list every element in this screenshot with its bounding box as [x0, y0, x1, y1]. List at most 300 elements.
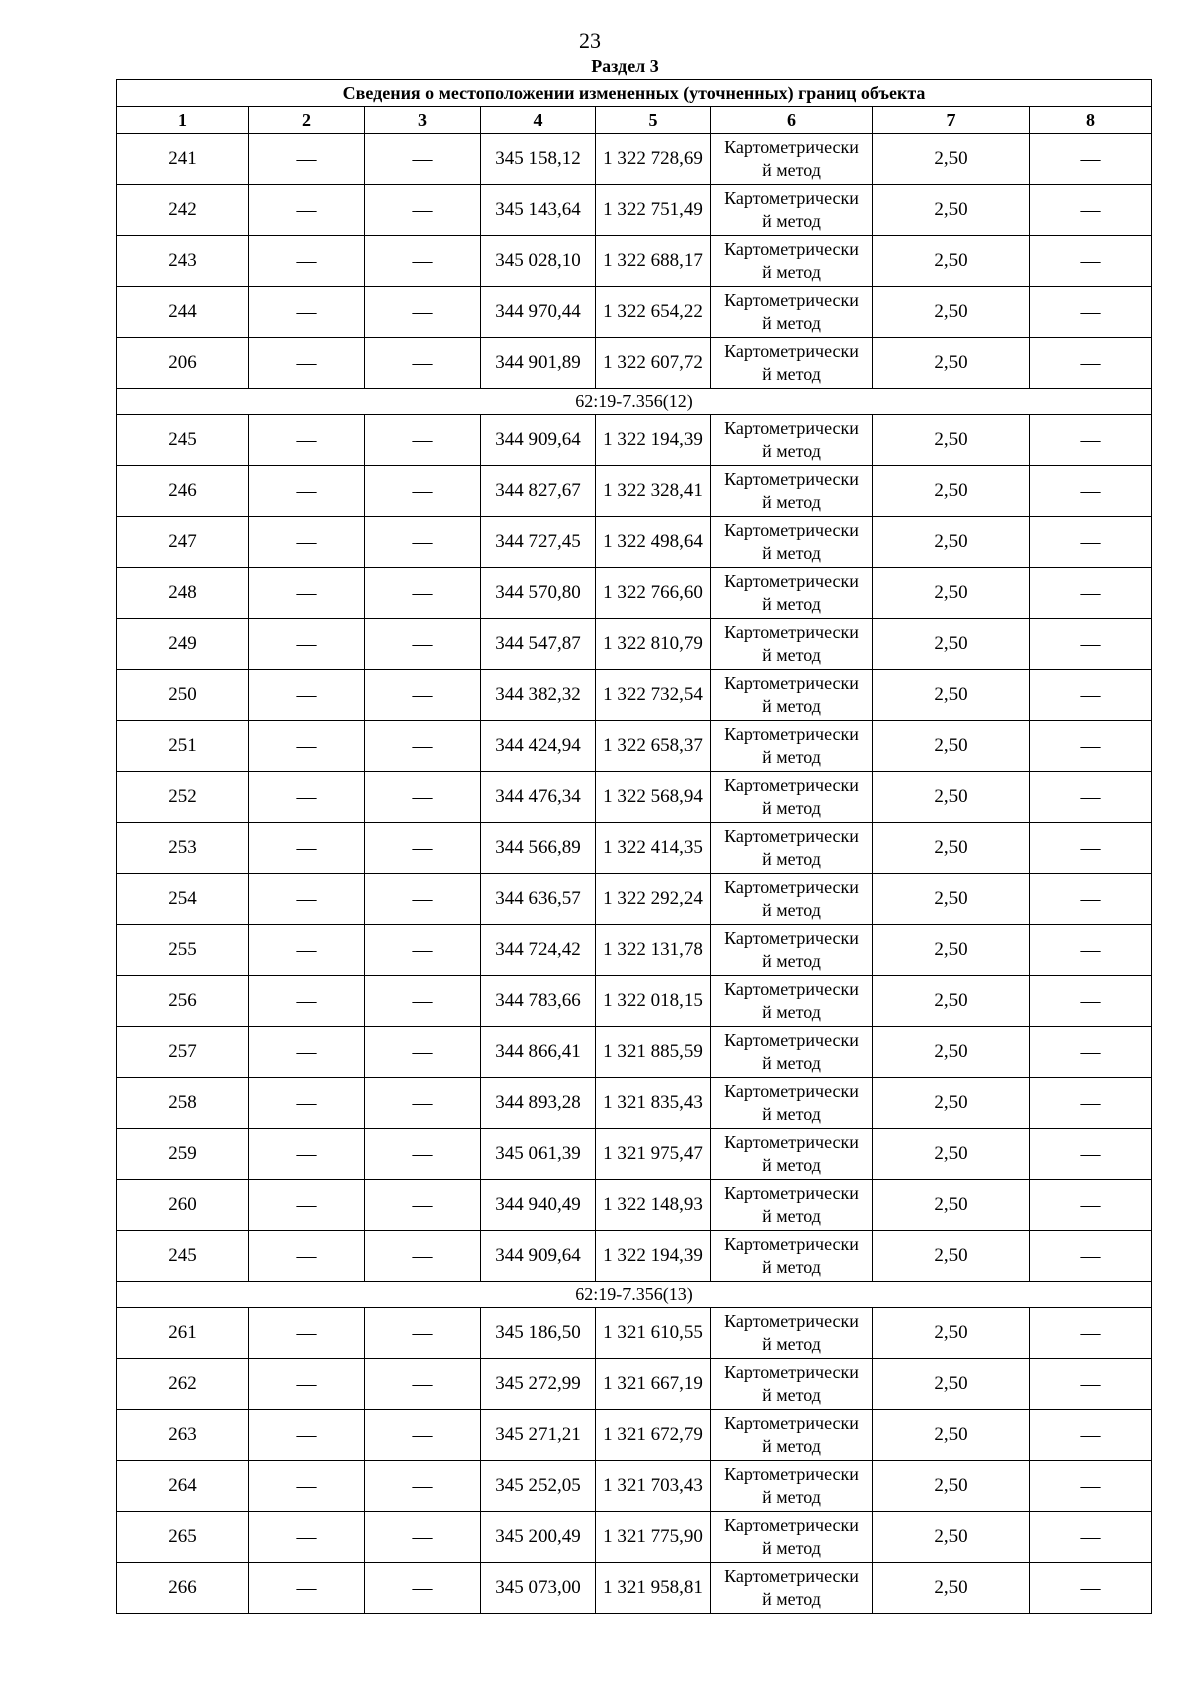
table-row — [117, 517, 1152, 568]
column-3-cell: — — [365, 1512, 481, 1563]
column-8-cell: — — [1030, 1231, 1152, 1282]
column-3-cell: — — [365, 1078, 481, 1129]
table-row — [117, 287, 1152, 338]
precision-cell: 2,50 — [873, 338, 1030, 389]
x-coordinate-cell: 344 827,67 — [481, 466, 596, 517]
x-coordinate-cell: 344 476,34 — [481, 772, 596, 823]
column-8-cell: — — [1030, 1512, 1152, 1563]
precision-cell: 2,50 — [873, 925, 1030, 976]
column-3-cell: — — [365, 1027, 481, 1078]
precision-cell: 2,50 — [873, 976, 1030, 1027]
column-number-8: 8 — [1030, 107, 1152, 134]
table-row — [117, 1078, 1152, 1129]
table-row — [117, 1027, 1152, 1078]
column-8-cell: — — [1030, 1078, 1152, 1129]
column-8-cell: — — [1030, 976, 1152, 1027]
group-label: 62:19-7.356(13) — [117, 1282, 1152, 1308]
column-2-cell: — — [249, 1231, 365, 1282]
precision-cell: 2,50 — [873, 1027, 1030, 1078]
column-3-cell: — — [365, 925, 481, 976]
point-number-cell: 241 — [117, 134, 249, 185]
column-number-1: 1 — [117, 107, 249, 134]
column-2-cell: — — [249, 823, 365, 874]
x-coordinate-cell: 344 909,64 — [481, 415, 596, 466]
point-number-cell: 260 — [117, 1180, 249, 1231]
precision-cell: 2,50 — [873, 517, 1030, 568]
section-title: Раздел 3 — [591, 56, 659, 76]
x-coordinate-cell: 344 724,42 — [481, 925, 596, 976]
method-cell — [711, 874, 873, 925]
method-line-1: Картометрически — [724, 1234, 859, 1254]
column-8-cell: — — [1030, 415, 1152, 466]
point-number-cell: 242 — [117, 185, 249, 236]
precision-cell: 2,50 — [873, 287, 1030, 338]
column-3-cell: — — [365, 1180, 481, 1231]
method-cell — [711, 1359, 873, 1410]
column-3-cell: — — [365, 1129, 481, 1180]
point-number-cell: 245 — [117, 415, 249, 466]
y-coordinate-cell: 1 322 732,54 — [596, 670, 711, 721]
y-coordinate-cell: 1 321 975,47 — [596, 1129, 711, 1180]
method-line-1: Картометрически — [724, 1566, 859, 1586]
column-3-cell: — — [365, 568, 481, 619]
y-coordinate-cell: 1 322 328,41 — [596, 466, 711, 517]
precision-cell: 2,50 — [873, 721, 1030, 772]
point-number-cell: 261 — [117, 1308, 249, 1359]
table-row — [117, 236, 1152, 287]
precision-cell: 2,50 — [873, 1308, 1030, 1359]
method-line-1: Картометрически — [724, 469, 859, 489]
method-line-2: й метод — [762, 492, 821, 512]
y-coordinate-cell: 1 322 728,69 — [596, 134, 711, 185]
table-row — [117, 1563, 1152, 1614]
column-8-cell: — — [1030, 619, 1152, 670]
group-row — [117, 389, 1152, 415]
y-coordinate-cell: 1 322 607,72 — [596, 338, 711, 389]
column-3-cell: — — [365, 1308, 481, 1359]
table-row — [117, 1512, 1152, 1563]
point-number-cell: 247 — [117, 517, 249, 568]
precision-cell: 2,50 — [873, 1359, 1030, 1410]
method-line-2: й метод — [762, 747, 821, 767]
method-line-1: Картометрически — [724, 290, 859, 310]
method-line-2: й метод — [762, 1257, 821, 1277]
x-coordinate-cell: 345 061,39 — [481, 1129, 596, 1180]
x-coordinate-cell: 344 866,41 — [481, 1027, 596, 1078]
method-line-2: й метод — [762, 1334, 821, 1354]
x-coordinate-cell: 344 909,64 — [481, 1231, 596, 1282]
x-coordinate-cell: 345 272,99 — [481, 1359, 596, 1410]
method-line-2: й метод — [762, 1206, 821, 1226]
method-line-1: Картометрически — [724, 877, 859, 897]
method-cell — [711, 670, 873, 721]
table-row — [117, 1180, 1152, 1231]
table-row — [117, 1129, 1152, 1180]
y-coordinate-cell: 1 322 498,64 — [596, 517, 711, 568]
x-coordinate-cell: 344 940,49 — [481, 1180, 596, 1231]
x-coordinate-cell: 344 566,89 — [481, 823, 596, 874]
column-8-cell: — — [1030, 721, 1152, 772]
point-number-cell: 266 — [117, 1563, 249, 1614]
column-3-cell: — — [365, 823, 481, 874]
column-2-cell: — — [249, 1410, 365, 1461]
method-cell — [711, 466, 873, 517]
method-cell — [711, 185, 873, 236]
table-row — [117, 466, 1152, 517]
method-cell — [711, 823, 873, 874]
table-row — [117, 415, 1152, 466]
x-coordinate-cell: 345 271,21 — [481, 1410, 596, 1461]
method-cell — [711, 1308, 873, 1359]
x-coordinate-cell: 344 424,94 — [481, 721, 596, 772]
y-coordinate-cell: 1 321 835,43 — [596, 1078, 711, 1129]
table-row — [117, 568, 1152, 619]
column-number-6: 6 — [711, 107, 873, 134]
table-row — [117, 1308, 1152, 1359]
method-line-2: й метод — [762, 798, 821, 818]
column-8-cell: — — [1030, 1180, 1152, 1231]
method-cell — [711, 1563, 873, 1614]
precision-cell: 2,50 — [873, 823, 1030, 874]
table-caption-row — [117, 80, 1152, 107]
point-number-cell: 243 — [117, 236, 249, 287]
column-8-cell: — — [1030, 287, 1152, 338]
y-coordinate-cell: 1 322 688,17 — [596, 236, 711, 287]
method-line-1: Картометрически — [724, 239, 859, 259]
column-3-cell: — — [365, 772, 481, 823]
y-coordinate-cell: 1 321 703,43 — [596, 1461, 711, 1512]
method-line-2: й метод — [762, 211, 821, 231]
precision-cell: 2,50 — [873, 1129, 1030, 1180]
method-line-2: й метод — [762, 160, 821, 180]
group-row — [117, 1282, 1152, 1308]
method-cell — [711, 568, 873, 619]
column-number-2: 2 — [249, 107, 365, 134]
method-line-2: й метод — [762, 543, 821, 563]
precision-cell: 2,50 — [873, 1563, 1030, 1614]
column-number-7: 7 — [873, 107, 1030, 134]
method-line-1: Картометрически — [724, 137, 859, 157]
y-coordinate-cell: 1 322 658,37 — [596, 721, 711, 772]
point-number-cell: 259 — [117, 1129, 249, 1180]
method-line-2: й метод — [762, 1589, 821, 1609]
y-coordinate-cell: 1 322 568,94 — [596, 772, 711, 823]
precision-cell: 2,50 — [873, 1461, 1030, 1512]
table-row — [117, 134, 1152, 185]
precision-cell: 2,50 — [873, 772, 1030, 823]
method-cell — [711, 619, 873, 670]
method-line-1: Картометрически — [724, 188, 859, 208]
y-coordinate-cell: 1 322 810,79 — [596, 619, 711, 670]
column-3-cell: — — [365, 466, 481, 517]
method-line-2: й метод — [762, 696, 821, 716]
precision-cell: 2,50 — [873, 1180, 1030, 1231]
method-line-2: й метод — [762, 1002, 821, 1022]
column-8-cell: — — [1030, 134, 1152, 185]
method-line-2: й метод — [762, 1487, 821, 1507]
method-cell — [711, 721, 873, 772]
column-3-cell: — — [365, 415, 481, 466]
x-coordinate-cell: 344 970,44 — [481, 287, 596, 338]
x-coordinate-cell: 345 186,50 — [481, 1308, 596, 1359]
method-line-1: Картометрически — [724, 1362, 859, 1382]
column-3-cell: — — [365, 670, 481, 721]
column-2-cell: — — [249, 134, 365, 185]
column-8-cell: — — [1030, 568, 1152, 619]
x-coordinate-cell: 344 636,57 — [481, 874, 596, 925]
point-number-cell: 254 — [117, 874, 249, 925]
method-line-1: Картометрически — [724, 1464, 859, 1484]
column-2-cell: — — [249, 1308, 365, 1359]
method-cell — [711, 1410, 873, 1461]
table-row — [117, 619, 1152, 670]
method-line-1: Картометрически — [724, 826, 859, 846]
column-number-row — [117, 107, 1152, 134]
precision-cell: 2,50 — [873, 1078, 1030, 1129]
x-coordinate-cell: 345 073,00 — [481, 1563, 596, 1614]
table-body — [117, 134, 1152, 1614]
precision-cell: 2,50 — [873, 185, 1030, 236]
precision-cell: 2,50 — [873, 466, 1030, 517]
method-line-1: Картометрически — [724, 520, 859, 540]
table-row — [117, 823, 1152, 874]
y-coordinate-cell: 1 321 672,79 — [596, 1410, 711, 1461]
method-line-1: Картометрически — [724, 673, 859, 693]
point-number-cell: 248 — [117, 568, 249, 619]
x-coordinate-cell: 344 570,80 — [481, 568, 596, 619]
column-2-cell: — — [249, 1078, 365, 1129]
precision-cell: 2,50 — [873, 415, 1030, 466]
table-row — [117, 721, 1152, 772]
y-coordinate-cell: 1 322 654,22 — [596, 287, 711, 338]
column-3-cell: — — [365, 1231, 481, 1282]
method-line-1: Картометрически — [724, 775, 859, 795]
column-number-3: 3 — [365, 107, 481, 134]
method-line-2: й метод — [762, 594, 821, 614]
method-cell — [711, 338, 873, 389]
method-line-1: Картометрически — [724, 341, 859, 361]
column-2-cell: — — [249, 1563, 365, 1614]
column-2-cell: — — [249, 338, 365, 389]
column-8-cell: — — [1030, 1129, 1152, 1180]
method-line-1: Картометрически — [724, 724, 859, 744]
column-2-cell: — — [249, 670, 365, 721]
point-number-cell: 256 — [117, 976, 249, 1027]
table-row — [117, 1461, 1152, 1512]
method-cell — [711, 134, 873, 185]
method-cell — [711, 1078, 873, 1129]
method-line-1: Картометрически — [724, 1030, 859, 1050]
point-number-cell: 264 — [117, 1461, 249, 1512]
method-line-2: й метод — [762, 364, 821, 384]
column-3-cell: — — [365, 134, 481, 185]
point-number-cell: 250 — [117, 670, 249, 721]
method-line-1: Картометрически — [724, 418, 859, 438]
column-3-cell: — — [365, 338, 481, 389]
method-cell — [711, 517, 873, 568]
method-line-1: Картометрически — [724, 571, 859, 591]
method-cell — [711, 1231, 873, 1282]
coordinates-table — [116, 79, 1152, 1614]
column-8-cell: — — [1030, 185, 1152, 236]
x-coordinate-cell: 345 143,64 — [481, 185, 596, 236]
column-3-cell: — — [365, 517, 481, 568]
point-number-cell: 252 — [117, 772, 249, 823]
method-line-1: Картометрически — [724, 1311, 859, 1331]
table-row — [117, 874, 1152, 925]
column-8-cell: — — [1030, 338, 1152, 389]
method-line-2: й метод — [762, 1104, 821, 1124]
table-caption: Сведения о местоположении измененных (уточненных) границ объекта — [117, 80, 1152, 107]
method-line-1: Картометрически — [724, 1081, 859, 1101]
column-2-cell: — — [249, 772, 365, 823]
column-8-cell: — — [1030, 466, 1152, 517]
column-2-cell: — — [249, 976, 365, 1027]
table-row — [117, 338, 1152, 389]
y-coordinate-cell: 1 322 194,39 — [596, 415, 711, 466]
column-8-cell: — — [1030, 517, 1152, 568]
column-2-cell: — — [249, 517, 365, 568]
precision-cell: 2,50 — [873, 1231, 1030, 1282]
point-number-cell: 206 — [117, 338, 249, 389]
column-8-cell: — — [1030, 1563, 1152, 1614]
column-8-cell: — — [1030, 772, 1152, 823]
table-row — [117, 670, 1152, 721]
column-3-cell: — — [365, 1359, 481, 1410]
column-2-cell: — — [249, 1512, 365, 1563]
column-number-4: 4 — [481, 107, 596, 134]
column-2-cell: — — [249, 185, 365, 236]
table-row — [117, 772, 1152, 823]
table-row — [117, 925, 1152, 976]
column-number-5: 5 — [596, 107, 711, 134]
method-line-1: Картометрически — [724, 979, 859, 999]
y-coordinate-cell: 1 321 775,90 — [596, 1512, 711, 1563]
x-coordinate-cell: 344 901,89 — [481, 338, 596, 389]
column-3-cell: — — [365, 287, 481, 338]
column-3-cell: — — [365, 721, 481, 772]
method-cell — [711, 772, 873, 823]
column-3-cell: — — [365, 1563, 481, 1614]
method-line-2: й метод — [762, 1436, 821, 1456]
x-coordinate-cell: 344 893,28 — [481, 1078, 596, 1129]
column-2-cell: — — [249, 721, 365, 772]
y-coordinate-cell: 1 322 018,15 — [596, 976, 711, 1027]
point-number-cell: 249 — [117, 619, 249, 670]
column-3-cell: — — [365, 874, 481, 925]
point-number-cell: 244 — [117, 287, 249, 338]
method-cell — [711, 1461, 873, 1512]
y-coordinate-cell: 1 321 610,55 — [596, 1308, 711, 1359]
method-cell — [711, 236, 873, 287]
method-cell — [711, 415, 873, 466]
table-row — [117, 1359, 1152, 1410]
x-coordinate-cell: 345 252,05 — [481, 1461, 596, 1512]
method-line-2: й метод — [762, 313, 821, 333]
column-8-cell: — — [1030, 1027, 1152, 1078]
method-line-1: Картометрически — [724, 1413, 859, 1433]
precision-cell: 2,50 — [873, 619, 1030, 670]
method-line-2: й метод — [762, 951, 821, 971]
point-number-cell: 245 — [117, 1231, 249, 1282]
method-line-2: й метод — [762, 262, 821, 282]
method-line-1: Картометрически — [724, 1515, 859, 1535]
group-label: 62:19-7.356(12) — [117, 389, 1152, 415]
point-number-cell: 265 — [117, 1512, 249, 1563]
method-cell — [711, 976, 873, 1027]
precision-cell: 2,50 — [873, 236, 1030, 287]
precision-cell: 2,50 — [873, 670, 1030, 721]
column-3-cell: — — [365, 619, 481, 670]
column-2-cell: — — [249, 619, 365, 670]
column-8-cell: — — [1030, 874, 1152, 925]
method-line-2: й метод — [762, 900, 821, 920]
column-2-cell: — — [249, 1461, 365, 1512]
column-3-cell: — — [365, 976, 481, 1027]
method-line-2: й метод — [762, 441, 821, 461]
column-2-cell: — — [249, 287, 365, 338]
column-2-cell: — — [249, 466, 365, 517]
method-line-2: й метод — [762, 645, 821, 665]
method-line-2: й метод — [762, 1385, 821, 1405]
y-coordinate-cell: 1 321 667,19 — [596, 1359, 711, 1410]
column-8-cell: — — [1030, 1359, 1152, 1410]
page-number: 23 — [579, 28, 601, 53]
x-coordinate-cell: 345 200,49 — [481, 1512, 596, 1563]
column-2-cell: — — [249, 415, 365, 466]
table-row — [117, 976, 1152, 1027]
method-line-2: й метод — [762, 1053, 821, 1073]
y-coordinate-cell: 1 321 958,81 — [596, 1563, 711, 1614]
precision-cell: 2,50 — [873, 874, 1030, 925]
column-8-cell: — — [1030, 925, 1152, 976]
method-line-2: й метод — [762, 1155, 821, 1175]
column-3-cell: — — [365, 1461, 481, 1512]
x-coordinate-cell: 344 727,45 — [481, 517, 596, 568]
y-coordinate-cell: 1 322 131,78 — [596, 925, 711, 976]
precision-cell: 2,50 — [873, 1410, 1030, 1461]
column-8-cell: — — [1030, 1461, 1152, 1512]
y-coordinate-cell: 1 322 751,49 — [596, 185, 711, 236]
column-8-cell: — — [1030, 236, 1152, 287]
y-coordinate-cell: 1 322 414,35 — [596, 823, 711, 874]
table-row — [117, 1231, 1152, 1282]
column-2-cell: — — [249, 1027, 365, 1078]
precision-cell: 2,50 — [873, 1512, 1030, 1563]
column-8-cell: — — [1030, 670, 1152, 721]
column-2-cell: — — [249, 1129, 365, 1180]
column-3-cell: — — [365, 236, 481, 287]
point-number-cell: 251 — [117, 721, 249, 772]
column-8-cell: — — [1030, 1308, 1152, 1359]
point-number-cell: 262 — [117, 1359, 249, 1410]
column-8-cell: — — [1030, 823, 1152, 874]
column-2-cell: — — [249, 874, 365, 925]
point-number-cell: 255 — [117, 925, 249, 976]
x-coordinate-cell: 345 028,10 — [481, 236, 596, 287]
y-coordinate-cell: 1 322 292,24 — [596, 874, 711, 925]
point-number-cell: 257 — [117, 1027, 249, 1078]
x-coordinate-cell: 344 783,66 — [481, 976, 596, 1027]
column-2-cell: — — [249, 925, 365, 976]
method-line-2: й метод — [762, 1538, 821, 1558]
x-coordinate-cell: 344 382,32 — [481, 670, 596, 721]
column-2-cell: — — [249, 568, 365, 619]
column-3-cell: — — [365, 185, 481, 236]
method-cell — [711, 925, 873, 976]
method-cell — [711, 1027, 873, 1078]
point-number-cell: 246 — [117, 466, 249, 517]
